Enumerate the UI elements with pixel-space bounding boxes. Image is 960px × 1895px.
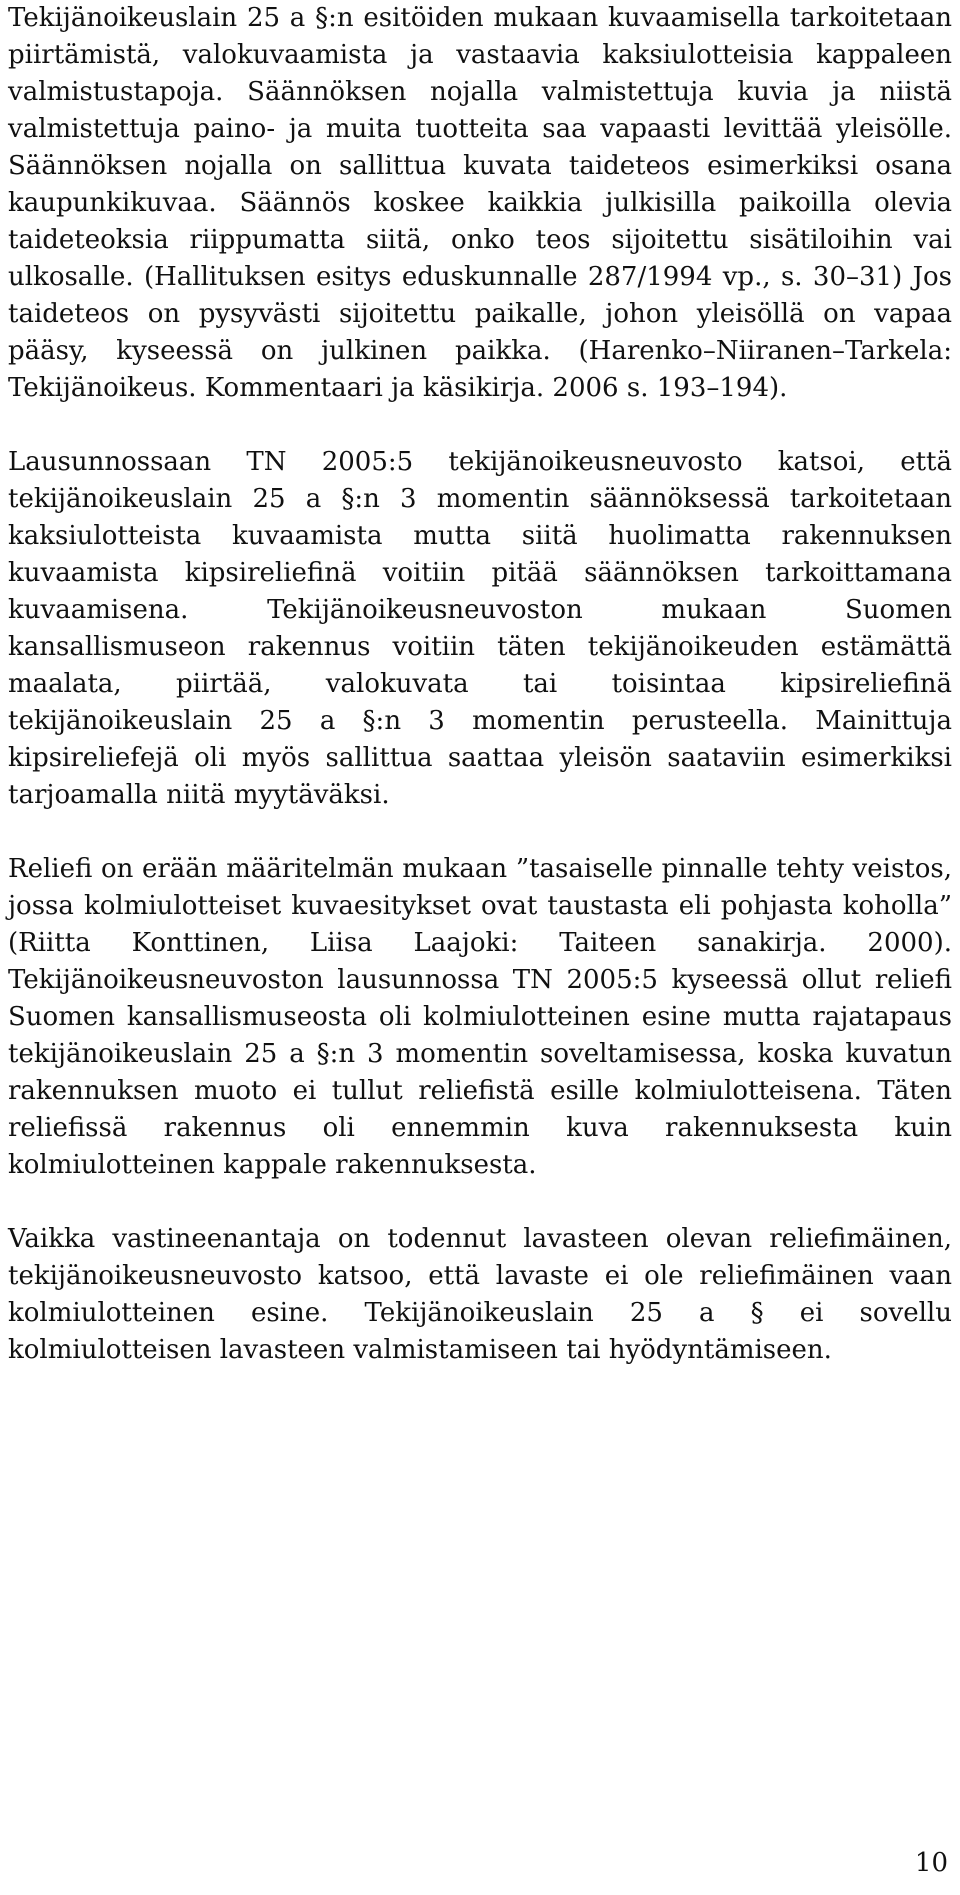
document-body xyxy=(8,0,952,1406)
paragraph-1: Tekijänoikeuslain 25 a §:n esitöiden mukaan kuvaamisella tarkoitetaan piirtämistä, valokuvaamista ja vastaavia kaksiulotteisia kappaleen valmistustapoja. Säännöksen nojalla valmistettuja kuvia ja niistä valmistettuja paino- ja muita tuotteita saa vapaasti levittää yleisölle. Säännöksen nojalla on sallittua kuvata taideteos esimerkiksi osana kaupunkikuvaa. Säännös koskee kaikkia julkisilla paikoilla olevia taideteoksia riippumatta siitä, onko teos sijoitettu sisätiloihin vai ulkosalle. (Hallituksen esitys eduskunnalle 287/1994 vp., s. 30–31) Jos taideteos on pysyvästi sijoitettu paikalle, johon yleisöllä on vapaa pääsy, kyseessä on julkinen paikka. (Harenko–Niiranen–Tarkela: Tekijänoikeus. Kommentaari ja käsikirja. 2006 s. 193–194). xyxy=(8,3,952,403)
paragraph-3: Reliefi on erään määritelmän mukaan ”tasaiselle pinnalle tehty veistos, jossa kolmiulotteiset kuvaesitykset ovat taustasta eli pohjasta koholla” (Riitta Konttinen, Liisa Laajoki: Taiteen sanakirja. 2000). Tekijänoikeusneuvoston lausunnossa TN 2005:5 kyseessä ollut reliefi Suomen kansallismuseosta oli kolmiulotteinen esine mutta rajatapaus tekijänoikeuslain 25 a §:n 3 momentin soveltamisessa, koska kuvatun rakennuksen muoto ei tullut reliefistä esille kolmiulotteisena. Täten reliefissä rakennus oli ennemmin kuva rakennuksesta kuin kolmiulotteinen kappale rakennuksesta. xyxy=(8,854,952,1180)
paragraph-4: Vaikka vastineenantaja on todennut lavasteen olevan reliefimäinen, tekijänoikeusneuvosto katsoo, että lavaste ei ole reliefimäinen vaan kolmiulotteinen esine. Tekijänoikeuslain 25 a § ei sovellu kolmiulotteisen lavasteen valmistamiseen tai hyödyntämiseen. xyxy=(8,1224,952,1365)
paragraph-2: Lausunnossaan TN 2005:5 tekijänoikeusneuvosto katsoi, että tekijänoikeuslain 25 a §:n 3 momentin säännöksessä tarkoitetaan kaksiulotteista kuvaamista mutta siitä huolimatta rakennuksen kuvaamista kipsireliefinä voitiin pitää säännöksen tarkoittamana kuvaamisena. Tekijänoikeusneuvoston mukaan Suomen kansallismuseon rakennus voitiin täten tekijänoikeuden estämättä maalata, piirtää, valokuvata tai toisintaa kipsireliefinä tekijänoikeuslain 25 a §:n 3 momentin perusteella. Mainittuja kipsireliefejä oli myös sallittua saattaa yleisön saataviin esimerkiksi tarjoamalla niitä myytäväksi. xyxy=(8,447,952,810)
page-number: 10 xyxy=(914,1848,948,1878)
